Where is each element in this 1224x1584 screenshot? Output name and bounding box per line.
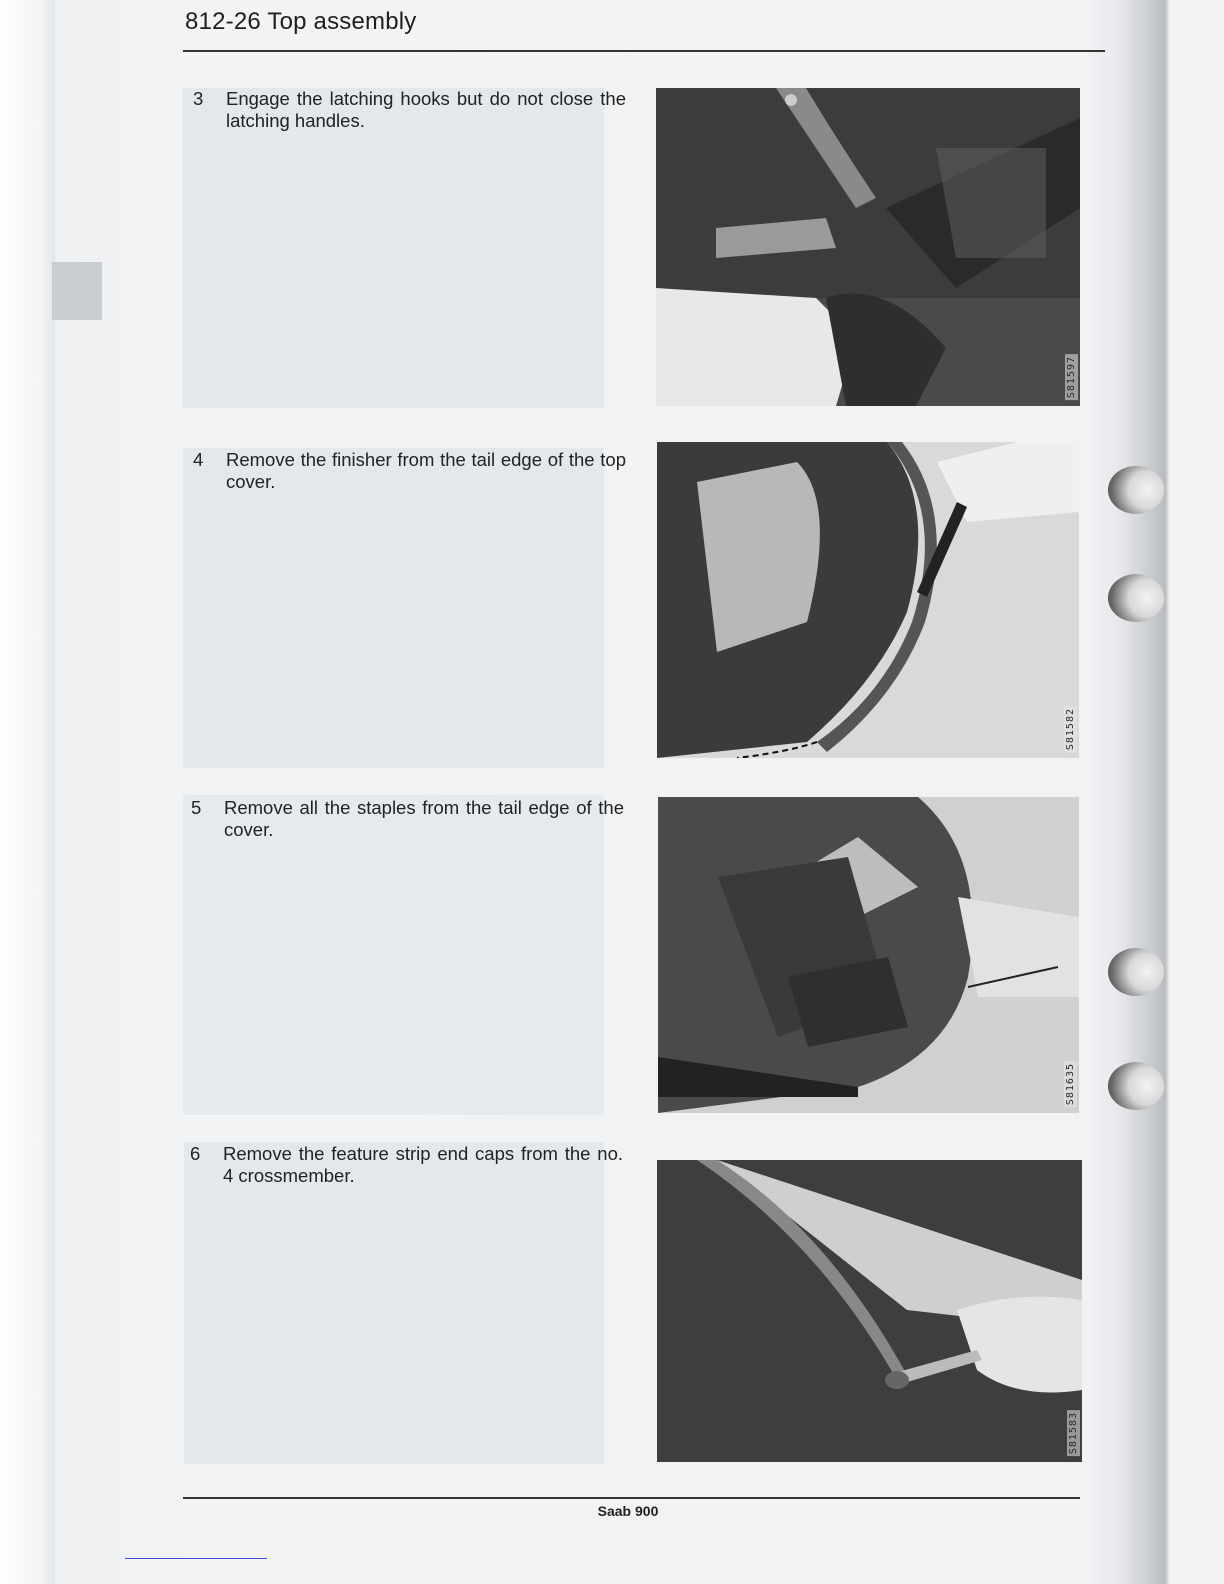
footer-divider (183, 1497, 1080, 1499)
step-panel-3 (182, 88, 604, 408)
binder-hole (1108, 466, 1164, 514)
binder-hole (1108, 574, 1164, 622)
step-4-photo (657, 442, 1079, 758)
bottom-underline (125, 1558, 267, 1559)
step-number: 3 (193, 88, 204, 109)
header-divider (183, 50, 1105, 52)
step-text: Remove the finisher from the tail edge of the top cover. (226, 449, 626, 492)
step-text: Remove the feature strip end caps from the no. 4 crossmember. (223, 1143, 623, 1186)
step-6-photo (657, 1160, 1082, 1462)
step-text: Engage the latching hooks but do not close the latching handles. (226, 88, 626, 131)
photo-code: S81583 (1068, 1411, 1079, 1454)
binder-hole (1108, 948, 1164, 996)
step-number: 6 (190, 1143, 201, 1164)
binder-hole (1108, 1062, 1164, 1110)
page-title: 812-26 Top assembly (185, 8, 417, 35)
step-number: 5 (191, 797, 202, 818)
photo-code: S81597 (1066, 355, 1077, 398)
step-panel-6 (184, 1142, 604, 1464)
photo-code: S81582 (1065, 707, 1076, 750)
step-3-photo (656, 88, 1080, 406)
page-edge-shadow (0, 0, 55, 1584)
footer-text: Saab 900 (597, 1503, 659, 1519)
step-5-photo (658, 797, 1079, 1113)
step-text: Remove all the staples from the tail edge of the cover. (224, 797, 624, 840)
step-panel-5 (183, 795, 604, 1115)
photo-code: S81635 (1065, 1062, 1076, 1105)
side-index-tab (52, 262, 102, 320)
step-panel-4 (183, 448, 604, 768)
step-number: 4 (193, 449, 204, 470)
